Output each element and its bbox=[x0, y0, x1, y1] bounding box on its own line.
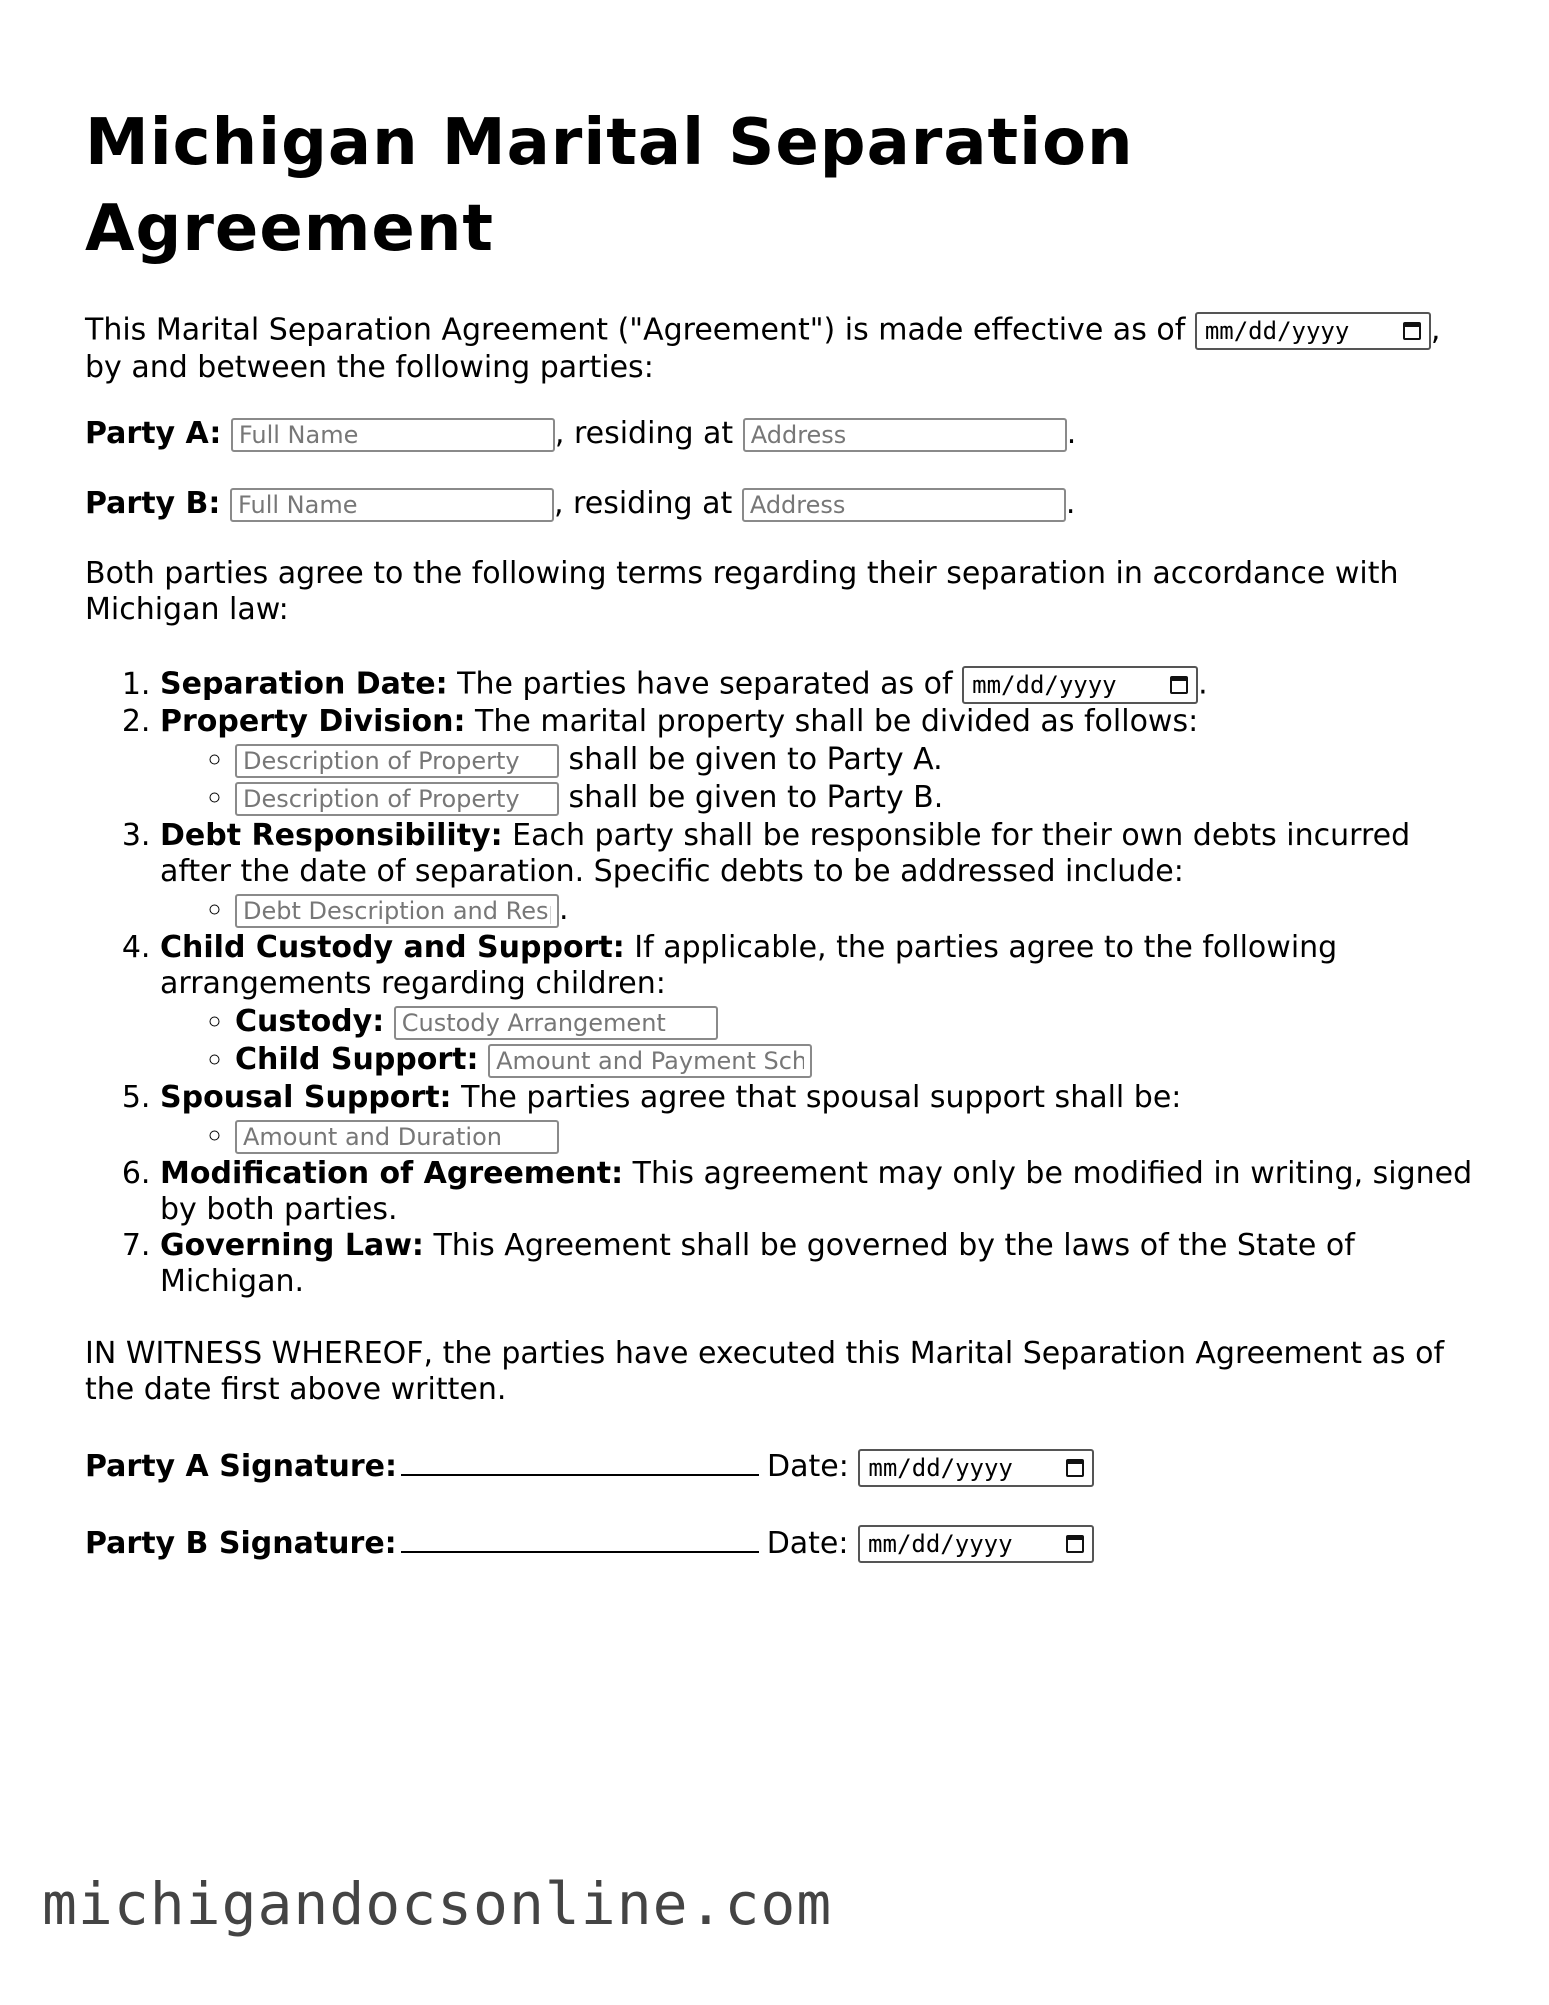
site-watermark: michigandocsonline.com bbox=[42, 1870, 833, 1938]
term-text: This agreement may only be modified in writing, signed by both parties. bbox=[160, 1156, 1473, 1227]
intro-text-2: by and between the following parties: bbox=[85, 350, 654, 385]
term-heading: Property Division: bbox=[160, 704, 466, 739]
party-a-label: Party A: bbox=[85, 416, 222, 451]
item-text: shall be given to Party B. bbox=[568, 780, 944, 815]
item-text: shall be given to Party A. bbox=[568, 742, 943, 777]
period: . bbox=[1065, 486, 1076, 521]
intro-comma: , bbox=[1430, 312, 1441, 348]
list-item bbox=[235, 892, 1485, 928]
property-party-b-field[interactable] bbox=[235, 782, 559, 816]
signature-line[interactable] bbox=[401, 1521, 759, 1553]
term-child-custody bbox=[160, 930, 1485, 1078]
term-debt-responsibility bbox=[160, 818, 1485, 928]
list-item bbox=[235, 1118, 1485, 1154]
date-label: Date: bbox=[767, 1449, 849, 1484]
calendar-icon[interactable] bbox=[1066, 1535, 1084, 1553]
residing-text: , residing at bbox=[553, 486, 733, 521]
term-heading: Child Custody and Support: bbox=[160, 930, 625, 965]
child-support-label: Child Support: bbox=[235, 1042, 479, 1077]
signature-line[interactable] bbox=[401, 1444, 759, 1476]
term-separation-date bbox=[160, 666, 1485, 704]
term-text: If applicable, the parties agree to the following arrangements regarding children: bbox=[160, 930, 1338, 1001]
term-heading: Separation Date: bbox=[160, 666, 448, 702]
term-modification bbox=[160, 1156, 1485, 1228]
calendar-icon[interactable] bbox=[1403, 322, 1421, 340]
party-a-line bbox=[85, 416, 1485, 452]
date-placeholder: mm/dd/yyyy bbox=[868, 1453, 1013, 1482]
term-spousal-support bbox=[160, 1080, 1485, 1154]
witness-paragraph: IN WITNESS WHEREOF, the parties have executed this Marital Separation Agreement as of the date first above written. bbox=[85, 1336, 1445, 1407]
intro-text: This Marital Separation Agreement ("Agreement") is made effective as of bbox=[85, 312, 1186, 348]
effective-date-input[interactable] bbox=[1195, 312, 1431, 350]
term-heading: Spousal Support: bbox=[160, 1080, 452, 1115]
signature-label: Party A Signature: bbox=[85, 1449, 398, 1484]
list-item bbox=[235, 1042, 1485, 1078]
period: . bbox=[559, 892, 569, 927]
debt-description-field[interactable] bbox=[235, 894, 559, 928]
custody-field[interactable] bbox=[394, 1006, 718, 1040]
term-governing-law bbox=[160, 1228, 1485, 1300]
party-b-date-input[interactable] bbox=[858, 1525, 1094, 1563]
calendar-icon[interactable] bbox=[1066, 1459, 1084, 1477]
intro-paragraph bbox=[85, 312, 1485, 386]
term-text: The parties have separated as of bbox=[457, 666, 953, 702]
page-title: Michigan Marital Separation Agreement bbox=[85, 106, 1134, 266]
child-support-field[interactable] bbox=[488, 1044, 812, 1078]
party-a-signature-line bbox=[85, 1444, 1485, 1487]
date-label: Date: bbox=[766, 1525, 849, 1561]
party-b-line bbox=[85, 486, 1485, 522]
term-text: The marital property shall be divided as follows: bbox=[475, 704, 1199, 739]
separation-date-input[interactable] bbox=[962, 666, 1198, 704]
term-text: The parties agree that spousal support shall be: bbox=[461, 1080, 1182, 1115]
spousal-list bbox=[160, 1118, 1485, 1154]
terms-list bbox=[85, 666, 1485, 1300]
term-text: Each party shall be responsible for their own debts incurred after the date of separation. Specific debts to be addressed include: bbox=[160, 818, 1411, 889]
period: . bbox=[1066, 416, 1077, 451]
date-placeholder: mm/dd/yyyy bbox=[1204, 317, 1350, 345]
term-property-division bbox=[160, 704, 1485, 816]
list-item bbox=[235, 1004, 1485, 1040]
calendar-icon[interactable] bbox=[1170, 676, 1188, 694]
debt-list bbox=[160, 892, 1485, 928]
property-list bbox=[160, 742, 1485, 816]
signature-label: Party B Signature: bbox=[85, 1525, 397, 1561]
term-heading: Debt Responsibility: bbox=[160, 818, 503, 853]
party-b-label: Party B: bbox=[85, 486, 221, 521]
custody-list bbox=[160, 1004, 1485, 1078]
party-a-name-field[interactable] bbox=[231, 418, 555, 452]
residing-text: , residing at bbox=[554, 416, 734, 451]
term-heading: Governing Law: bbox=[160, 1228, 424, 1263]
party-b-signature-line bbox=[85, 1521, 1485, 1564]
agree-paragraph: Both parties agree to the following terms regarding their separation in accordance with Michigan law: bbox=[85, 556, 1399, 627]
list-item bbox=[235, 742, 1485, 778]
spousal-support-field[interactable] bbox=[235, 1120, 559, 1154]
date-placeholder: mm/dd/yyyy bbox=[868, 1530, 1013, 1558]
party-a-address-field[interactable] bbox=[743, 418, 1067, 452]
document bbox=[85, 100, 1485, 1597]
list-item bbox=[235, 780, 1485, 816]
term-heading: Modification of Agreement: bbox=[160, 1156, 624, 1191]
property-party-a-field[interactable] bbox=[235, 744, 559, 778]
term-text: This Agreement shall be governed by the laws of the State of Michigan. bbox=[160, 1228, 1355, 1299]
date-placeholder: mm/dd/yyyy bbox=[972, 671, 1117, 699]
party-b-address-field[interactable] bbox=[742, 488, 1066, 522]
party-b-name-field[interactable] bbox=[230, 488, 554, 522]
custody-label: Custody: bbox=[235, 1004, 385, 1039]
party-a-date-input[interactable] bbox=[858, 1449, 1094, 1487]
period: . bbox=[1198, 666, 1208, 702]
